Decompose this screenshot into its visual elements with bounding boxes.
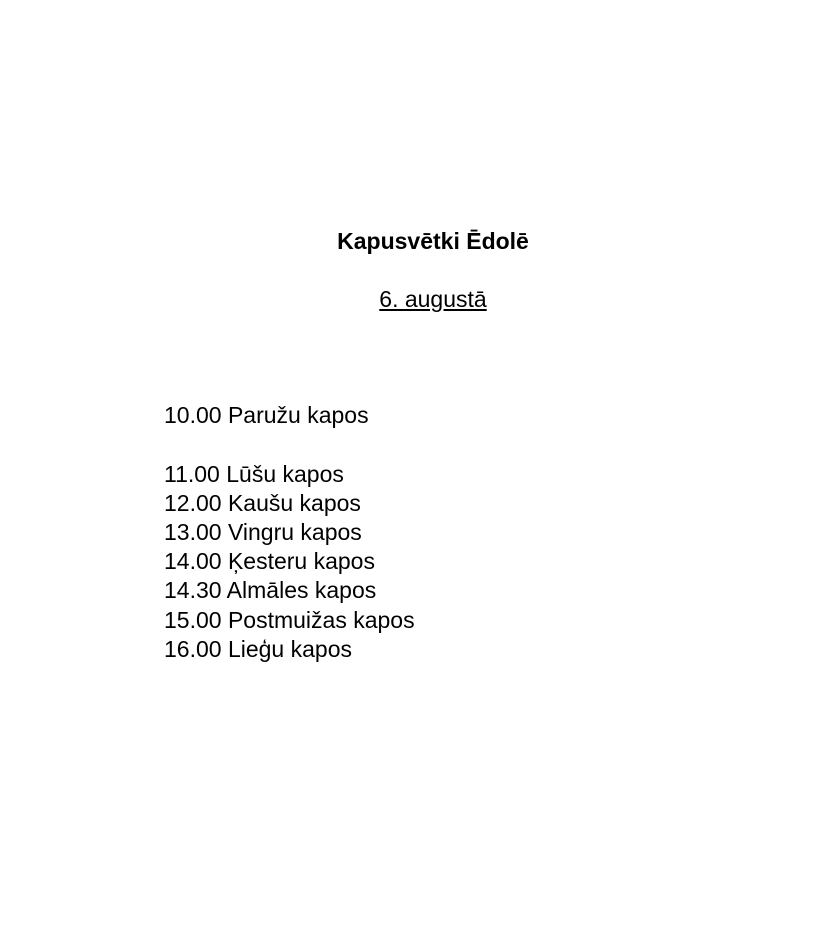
document-title: Kapusvētki Ēdolē <box>337 228 529 254</box>
event-date: 6. augustā <box>379 286 487 312</box>
schedule-item: 12.00 Kaušu kapos <box>164 490 361 516</box>
schedule-item: 14.00 Ķesteru kapos <box>164 548 375 574</box>
schedule-item: 13.00 Vingru kapos <box>164 519 362 545</box>
schedule-item: 16.00 Lieģu kapos <box>164 636 352 662</box>
schedule-item: 10.00 Paružu kapos <box>164 402 369 428</box>
schedule-item: 11.00 Lūšu kapos <box>164 461 344 487</box>
schedule-item: 14.30 Almāles kapos <box>164 577 377 603</box>
schedule-item: 15.00 Postmuižas kapos <box>164 607 415 633</box>
